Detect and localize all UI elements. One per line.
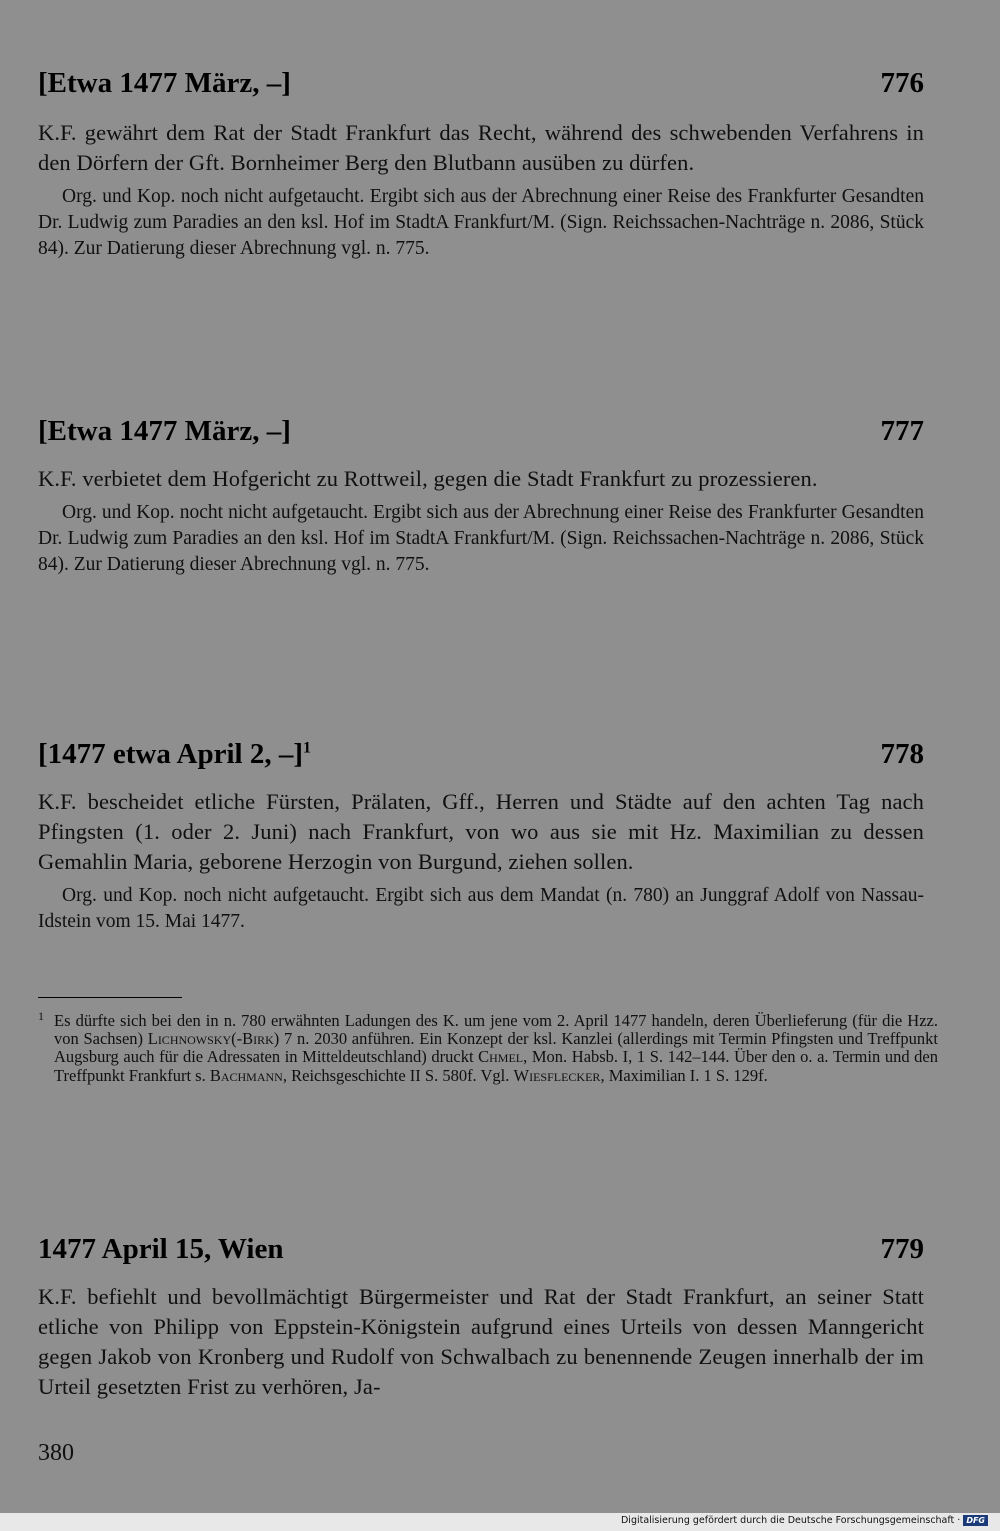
footnote-text: 7 n. 2030 anführen. Ein Konzept der ksl. Kanzlei (allerdings mit Termin Pfingsten und Treffpunkt Augsburg auch für die Adressaten in Mitteldeutschland) druckt [54,1029,938,1067]
entry-summary: K.F. befiehlt und bevollmächtigt Bürgermeister und Rat der Stadt Frankfurt, an seiner Statt etliche von Philipp von Eppstein-Königstein aufgrund eines Urteils von dessen Manngericht gegen Jakob von Kronberg und Rudolf von Schwalbach zu benennende Zeugen innerhalb der im Urteil gesetzten Frist zu verhören, Ja- [38,1284,924,1399]
entry-778 [38,737,924,935]
entry-heading [38,737,924,771]
entry-date: [Etwa 1477 März, –] [38,415,291,447]
entry-date [38,737,311,771]
dfg-logo-icon: DFG [963,1515,988,1526]
footnote-reference[interactable]: 1 [303,739,311,757]
entry-note: Org. und Kop. nocht nicht aufgetaucht. Ergibt sich aus der Abrechnung einer Reise des Frankfurter Gesandten Dr. Ludwig zum Paradies an den ksl. Hof im StadtA Frankfurt/M. (Sign. Reichssachen-Nachträge n. 2086, Stück 84). Zur Datierung dieser Abrechnung vgl. n. 775. [38,502,924,575]
footnote-author: Chmel [478,1047,524,1067]
footnote-divider [38,997,182,998]
footnote-author: Bachmann [209,1065,283,1085]
entry-779 [38,1232,924,1402]
entry-summary: K.F. bescheidet etliche Fürsten, Prälaten, Gff., Herren und Städte auf den achten Tag nach Pfingsten (1. oder 2. Juni) nach Frankfurt, von wo aus sie mit Hz. Maximilian zu dessen Gemahlin Maria, geborene Herzogin von Burgund, ziehen sollen. [38,789,924,874]
entry-number: 778 [880,738,924,770]
entry-776 [38,66,924,262]
footnote-text: , Reichsgeschichte II S. 580f. Vgl. [282,1065,514,1085]
entry-heading [38,1232,924,1266]
entry-heading [38,414,924,448]
entry-summary: K.F. verbietet dem Hofgericht zu Rottweil, gegen die Stadt Frankfurt zu prozessieren. [38,466,818,491]
footnote-author: Lichnowsky(-Birk) [147,1029,280,1049]
entry-date-text: [1477 etwa April 2, –] [38,738,303,770]
credit-text: Digitalisierung gefördert durch die Deutsche Forschungsgemeinschaft · [620,1515,961,1526]
entry-number: 779 [880,1233,924,1265]
footnote-author: Wiesflecker [513,1065,601,1085]
footnote-text: Es dürfte sich bei den in n. 780 erwähnten Ladungen des K. um jene vom 2. April 1477 handeln, deren Überlieferung (für die Hzz. von Sachsen) [54,1011,938,1049]
footnote-text: , Mon. Habsb. I, 1 S. 142–144. Über den o. a. Termin und den Treffpunkt Frankfurt s. [54,1047,938,1085]
page-number: 380 [38,1440,74,1466]
footnote: 1 Es dürfte sich bei den in n. 780 erwähnten Ladungen des K. um jene vom 2. April 1477 handeln, deren Überlieferung (für die Hzz. von Sachsen) Lichnowsky(-Birk) 7 n. 2030 anführen. Ein Konzept der ksl. Kanzlei (allerdings mit Termin Pfingsten und Treffpunkt Augsburg auch für die Adressaten in Mitteldeutschland) druckt Chmel, Mon. Habsb. I, 1 S. 142–144. Über den o. a. Termin und den Treffpunkt Frankfurt s. Bachmann, Reichsgeschichte II S. 580f. Vgl. Wiesflecker, Maximilian I. 1 S. 129f. [38,1008,938,1085]
footnote-text: , Maximilian I. 1 S. 129f. [600,1065,768,1085]
digitization-credit [621,1515,988,1526]
entry-note: Org. und Kop. noch nicht aufgetaucht. Ergibt sich aus der Abrechnung einer Reise des Frankfurter Gesandten Dr. Ludwig zum Paradies an den ksl. Hof im StadtA Frankfurt/M. (Sign. Reichssachen-Nachträge n. 2086, Stück 84). Zur Datierung dieser Abrechnung vgl. n. 775. [38,186,924,259]
entry-number: 777 [880,415,924,447]
entry-summary: K.F. gewährt dem Rat der Stadt Frankfurt das Recht, während des schwebenden Verfahrens in den Dörfern der Gft. Bornheimer Berg den Blutbann ausüben zu dürfen. [38,120,924,175]
entry-777 [38,414,924,578]
entry-heading [38,66,924,100]
entry-date: [Etwa 1477 März, –] [38,67,291,99]
entry-number: 776 [880,67,924,99]
entry-date: 1477 April 15, Wien [38,1233,284,1265]
entry-note: Org. und Kop. noch nicht aufgetaucht. Ergibt sich aus dem Mandat (n. 780) an Junggraf Adolf von Nassau-Idstein vom 15. Mai 1477. [38,885,924,932]
